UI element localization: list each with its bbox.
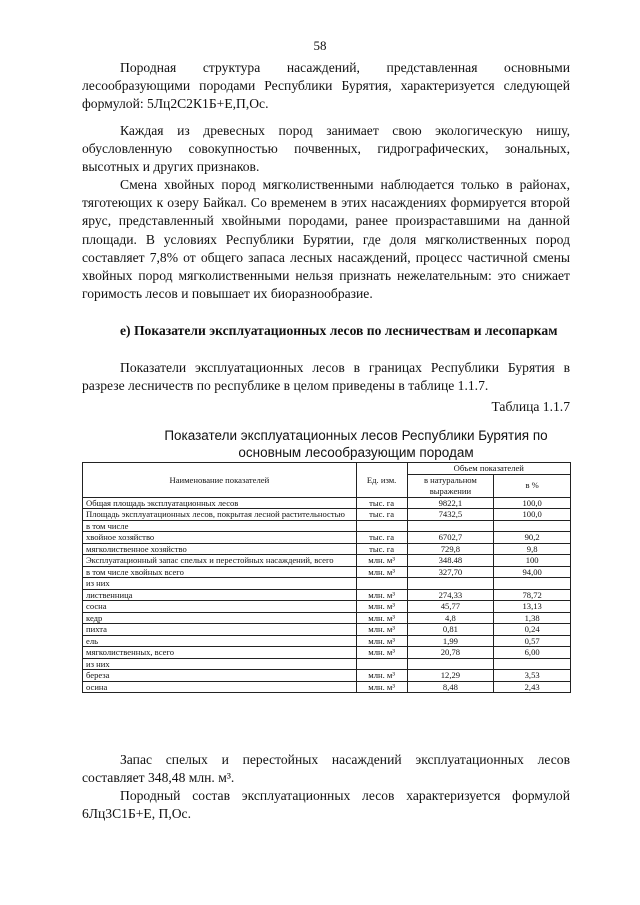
row-name: Эксплуатационный запас спелых и перестойных насаждений, всего	[83, 555, 357, 567]
row-unit: млн. м³	[356, 624, 407, 636]
row-percent-value: 94,00	[494, 566, 571, 578]
table-row	[83, 658, 571, 670]
row-natural-value: 729,8	[407, 543, 494, 555]
row-name: Площадь эксплуатационных лесов, покрытая лесной растительностью	[83, 509, 357, 521]
row-natural-value: 1,99	[407, 635, 494, 647]
row-natural-value: 0,81	[407, 624, 494, 636]
row-unit: млн. м³	[356, 589, 407, 601]
row-natural-value: 327,70	[407, 566, 494, 578]
table-header-row	[83, 463, 571, 475]
row-name: лиственница	[83, 589, 357, 601]
page-number: 58	[313, 38, 327, 53]
row-name: мягколиственных, всего	[83, 647, 357, 659]
row-natural-value	[407, 658, 494, 670]
row-unit: млн. м³	[356, 601, 407, 613]
table-row	[83, 612, 571, 624]
row-percent-value: 13,13	[494, 601, 571, 613]
paragraph-species-structure: Породная структура насаждений, представленная основными лесообразующими породами Республики Бурятия, характеризуется следующей формулой: 5Лц2С2К1Б+Е,П,Ос.	[82, 60, 570, 112]
row-name: из них	[83, 658, 357, 670]
row-percent-value	[494, 520, 571, 532]
section-heading: е) Показатели эксплуатационных лесов по лесничествам и лесопаркам	[120, 323, 558, 338]
row-natural-value: 20,78	[407, 647, 494, 659]
row-name: Общая площадь эксплуатационных лесов	[83, 497, 357, 509]
row-name: в том числе	[83, 520, 357, 532]
row-unit	[356, 578, 407, 590]
paragraph-formula: Породный состав эксплуатационных лесов характеризуется формулой 6Лц3С1Б+Е, П,Ос.	[82, 788, 570, 822]
table-row	[83, 601, 571, 613]
table-row	[83, 589, 571, 601]
header-unit: Ед. изм.	[356, 463, 407, 498]
row-unit: млн. м³	[356, 647, 407, 659]
row-percent-value: 78,72	[494, 589, 571, 601]
row-percent-value: 100	[494, 555, 571, 567]
row-unit: млн. м³	[356, 555, 407, 567]
row-percent-value: 0,24	[494, 624, 571, 636]
header-natural: в натуральном выражении	[407, 474, 494, 497]
row-name: из них	[83, 578, 357, 590]
row-name: пихта	[83, 624, 357, 636]
table-row	[83, 681, 571, 693]
row-unit: млн. м³	[356, 612, 407, 624]
row-percent-value: 90,2	[494, 532, 571, 544]
row-name: в том числе хвойных всего	[83, 566, 357, 578]
row-unit: тыс. га	[356, 543, 407, 555]
row-name: осина	[83, 681, 357, 693]
row-percent-value: 100,0	[494, 509, 571, 521]
paragraph-ecological-niche: Каждая из древесных пород занимает свою экологическую нишу, обусловленную совокупностью почвенных, гидрографических, зональных, высотных и других признаков.	[82, 123, 570, 175]
paragraph-table-intro: Показатели эксплуатационных лесов в границах Республики Бурятия в разрезе лесничеств по республике в целом приведены в таблице 1.1.7.	[82, 360, 570, 394]
table-row	[83, 555, 571, 567]
table-row	[83, 532, 571, 544]
row-name: береза	[83, 670, 357, 682]
table-row	[83, 647, 571, 659]
table-title-line-1: Показатели эксплуатационных лесов Республики Бурятия по	[164, 428, 548, 443]
table-row	[83, 497, 571, 509]
row-unit: тыс. га	[356, 497, 407, 509]
row-natural-value: 274,33	[407, 589, 494, 601]
table-title	[82, 427, 630, 461]
table-row	[83, 624, 571, 636]
table-row	[83, 509, 571, 521]
row-percent-value: 6,00	[494, 647, 571, 659]
table-row	[83, 520, 571, 532]
row-name: ель	[83, 635, 357, 647]
row-percent-value: 2,43	[494, 681, 571, 693]
row-unit	[356, 658, 407, 670]
table-row	[83, 635, 571, 647]
row-name: кедр	[83, 612, 357, 624]
row-natural-value	[407, 520, 494, 532]
row-unit: млн. м³	[356, 635, 407, 647]
header-volume: Объем показателей	[407, 463, 570, 475]
row-natural-value: 8,48	[407, 681, 494, 693]
row-unit: млн. м³	[356, 681, 407, 693]
row-percent-value: 0,57	[494, 635, 571, 647]
table-row	[83, 578, 571, 590]
table-title-line-2: основным лесообразующим породам	[238, 445, 474, 460]
row-natural-value: 348.48	[407, 555, 494, 567]
table-row	[83, 543, 571, 555]
row-unit: млн. м³	[356, 670, 407, 682]
row-natural-value: 6702,7	[407, 532, 494, 544]
row-unit: млн. м³	[356, 566, 407, 578]
row-natural-value: 9822,1	[407, 497, 494, 509]
row-natural-value: 12,29	[407, 670, 494, 682]
row-percent-value: 100,0	[494, 497, 571, 509]
row-unit: тыс. га	[356, 509, 407, 521]
row-percent-value	[494, 578, 571, 590]
row-percent-value: 9,8	[494, 543, 571, 555]
row-natural-value: 7432,5	[407, 509, 494, 521]
paragraph-reserve: Запас спелых и перестойных насаждений эксплуатационных лесов составляет 348,48 млн. м³.	[82, 752, 570, 786]
row-percent-value	[494, 658, 571, 670]
row-unit	[356, 520, 407, 532]
row-percent-value: 1,38	[494, 612, 571, 624]
row-name: мягколиственное хозяйство	[83, 543, 357, 555]
row-percent-value: 3,53	[494, 670, 571, 682]
header-name: Наименование показателей	[83, 463, 357, 498]
row-natural-value	[407, 578, 494, 590]
table-row	[83, 670, 571, 682]
row-name: хвойное хозяйство	[83, 532, 357, 544]
row-name: сосна	[83, 601, 357, 613]
row-natural-value: 45,77	[407, 601, 494, 613]
table-number: Таблица 1.1.7	[491, 399, 570, 414]
forest-indicators-table	[82, 462, 571, 693]
paragraph-species-change: Смена хвойных пород мягколиственными наблюдается только в районах, тяготеющих к озеру Байкал. Со временем в этих насаждениях формируется второй ярус, представленный хвойными породами, ранее произраставшими на данной площади. В условиях Республики Бурятии, где доля мягколиственных пород составляет 7,8% от общего запаса лесных насаждений, процесс частичной смены хвойных пород мягколиственными нельзя признать нежелательным: это снижает горимость лесов и повышает их биоразнообразие.	[82, 177, 570, 302]
row-natural-value: 4,8	[407, 612, 494, 624]
row-unit: тыс. га	[356, 532, 407, 544]
header-percent: в %	[494, 474, 571, 497]
table-row	[83, 566, 571, 578]
